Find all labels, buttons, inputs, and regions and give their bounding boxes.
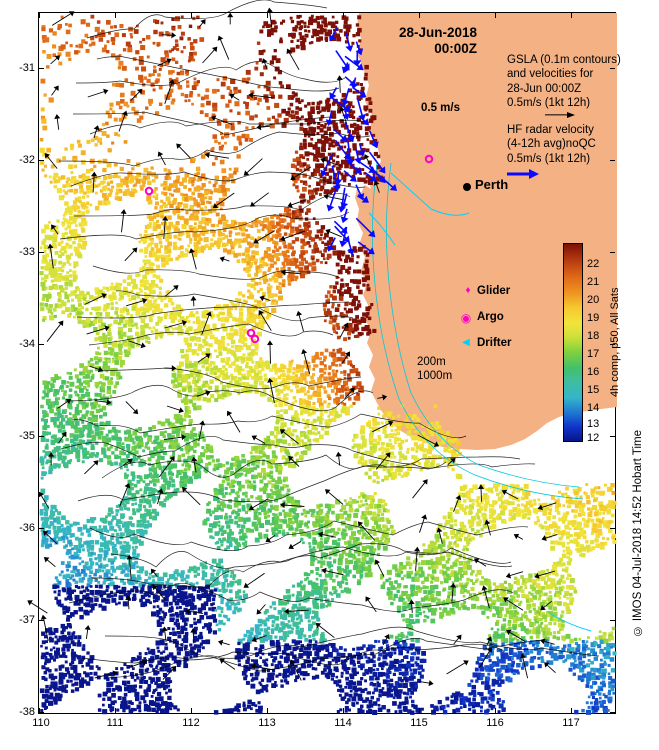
hfradar-scale-arrow-icon	[507, 168, 541, 179]
ytick-label: -37	[19, 614, 35, 626]
gsla-line-2: and velocities for	[507, 68, 594, 81]
glider-icon: ♦	[465, 285, 471, 296]
xtick-label: 111	[106, 717, 124, 729]
xtick-label: 110	[32, 717, 50, 729]
colorbar-tick: 20	[587, 294, 600, 306]
colorbar-title: 4h comp, p50, All Sats	[609, 287, 621, 398]
perth-city-marker	[463, 183, 471, 191]
xtick-label: 113	[258, 717, 276, 729]
xtick-label: 116	[486, 717, 504, 729]
colorbar-tick: 15	[587, 384, 600, 396]
gsla-line-3: 28-Jun 00:00Z	[507, 82, 582, 95]
sst-scatter-field	[39, 13, 617, 715]
ytick-label: -35	[19, 430, 35, 442]
xtick-label: 117	[562, 717, 580, 729]
bathymetry-label	[417, 355, 452, 384]
legend-label-glider: Glider	[477, 285, 511, 297]
drifter-icon: ◀	[462, 337, 470, 348]
isobath-1000m-label: 1000m	[417, 370, 453, 383]
hfradar-line-1: HF radar velocity	[507, 124, 594, 136]
colorbar-tick: 19	[587, 312, 600, 324]
ytick-label: -31	[19, 62, 35, 74]
title-time: 00:00Z	[434, 41, 477, 57]
ytick-label: -38	[19, 706, 35, 718]
ytick-label: -32	[19, 154, 35, 166]
gsla-line-4: 0.5m/s (1kt 12h)	[507, 97, 591, 110]
hfradar-line-2: (4-12h avg)noQC	[507, 138, 596, 151]
legend-row-argo	[460, 311, 504, 325]
map-title	[399, 25, 477, 57]
argo-icon: ◉	[460, 311, 472, 325]
sst-colorbar	[563, 243, 583, 442]
ytick-label: -33	[19, 246, 35, 258]
legend-row-drifter	[462, 337, 512, 349]
gsla-scale-arrow-icon	[545, 110, 575, 119]
gsla-line-1: GSLA (0.1m contours)	[507, 54, 621, 66]
perth-city-label: Perth	[475, 177, 509, 192]
colorbar-tick: 12	[587, 432, 600, 444]
ytick-label: -34	[19, 338, 35, 350]
colorbar-tick: 22	[587, 258, 600, 270]
hfradar-annotation	[507, 123, 596, 166]
colorbar-tick: 17	[587, 348, 600, 360]
colorbar-tick: 16	[587, 366, 600, 378]
imos-credit: © IMOS 04-Jul-2018 14:52 Hobart Time	[632, 430, 644, 637]
map-plot-area[interactable]	[19, 12, 621, 729]
colorbar-tick: 13	[587, 418, 600, 430]
title-date: 28-Jun-2018	[398, 25, 477, 40]
isobath-200m-label: 200m	[417, 356, 446, 368]
legend-label-argo: Argo	[477, 311, 504, 323]
velocity-scale-label: 0.5 m/s	[421, 102, 460, 114]
xtick-label: 114	[334, 717, 352, 729]
colorbar-tick: 14	[587, 402, 600, 414]
legend-label-drifter: Drifter	[477, 337, 512, 349]
hfradar-line-3: 0.5m/s (1kt 12h)	[507, 152, 591, 165]
colorbar-tick: 18	[587, 330, 600, 342]
xtick-label: 112	[182, 717, 200, 729]
legend-row-glider	[465, 285, 511, 297]
xtick-label: 115	[410, 717, 428, 729]
gsla-annotation	[507, 53, 621, 111]
ytick-label: -36	[19, 522, 35, 534]
colorbar-tick: 21	[587, 276, 600, 288]
